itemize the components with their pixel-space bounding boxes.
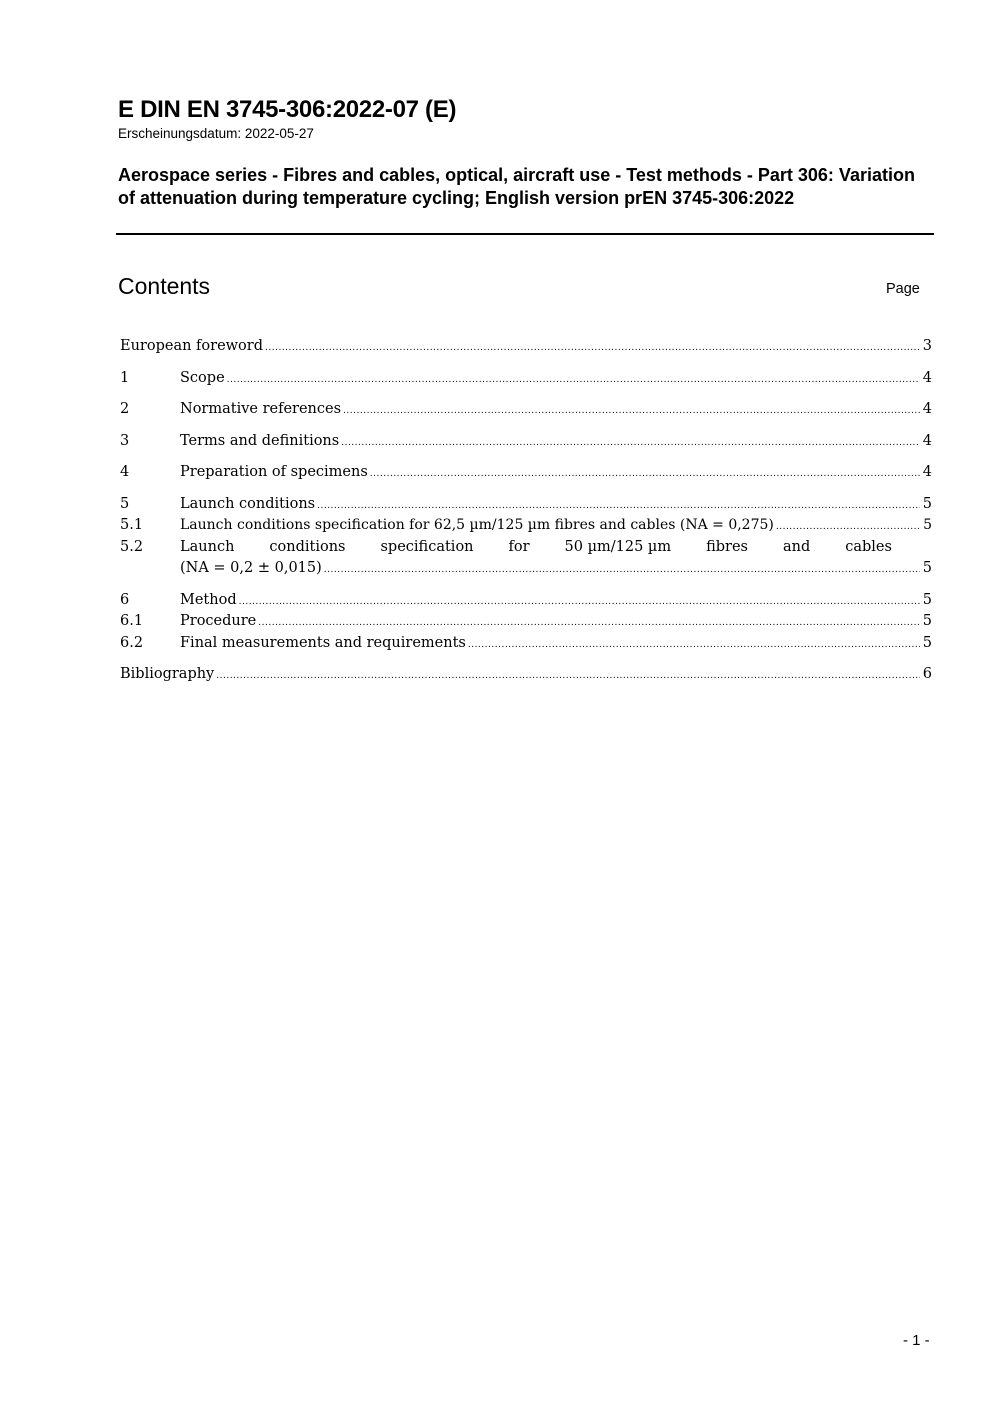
toc-entry-title: European foreword: [120, 338, 264, 354]
toc-entry-2[interactable]: [120, 399, 932, 421]
toc-entry-page: 5: [923, 517, 932, 533]
toc-entry-page: 5: [922, 495, 932, 512]
toc-entry-number: 5.1: [120, 517, 144, 533]
toc-entry-page: 4: [922, 401, 932, 417]
toc-leader-dots: [258, 613, 920, 635]
toc-entry-1[interactable]: [120, 368, 932, 390]
toc-entry-page: 5: [922, 560, 932, 576]
toc-entry-page: 5: [922, 613, 932, 629]
toc-entry-number: 2: [120, 401, 130, 417]
toc-entry-title: [180, 537, 892, 559]
toc-leader-dots: [216, 666, 920, 688]
toc-entry-page: 5: [922, 591, 932, 608]
toc-entry-page: 5: [922, 634, 932, 651]
toc-entry-title: Procedure: [180, 613, 257, 629]
toc-entry-page: 4: [922, 464, 932, 480]
toc-word: 50 µm/125 µm: [564, 538, 672, 555]
page-number: - 1 -: [903, 1332, 930, 1349]
title-divider: [116, 233, 934, 235]
contents-heading: Contents: [118, 273, 211, 299]
toc-entry-title: Scope: [180, 369, 225, 386]
toc-leader-dots: [341, 433, 920, 455]
toc-word: Launch: [180, 538, 235, 555]
toc-word: for: [508, 538, 530, 555]
toc-word: fibres: [706, 538, 749, 555]
toc-entry-number: 5.2: [120, 538, 144, 555]
toc-leader-dots: [776, 517, 920, 539]
toc-entry-6[interactable]: [120, 590, 932, 612]
toc-entry-title: Final measurements and requirements: [180, 634, 466, 651]
toc-entry-number: 4: [120, 464, 130, 480]
toc-leader-dots: [265, 338, 920, 360]
toc-entry-title: Normative references: [180, 401, 342, 417]
toc-entry-number: 5: [120, 495, 130, 512]
toc-word: conditions: [269, 538, 346, 555]
table-of-contents: [120, 336, 932, 686]
toc-entry-title: Bibliography: [120, 666, 215, 682]
toc-word: and: [783, 538, 811, 555]
toc-leader-dots: [317, 496, 920, 518]
publication-date: Erscheinungsdatum: 2022-05-27: [118, 126, 314, 141]
toc-entry-3[interactable]: [120, 431, 932, 453]
toc-entry-page: 4: [922, 432, 932, 449]
toc-entry-number: 6: [120, 591, 130, 608]
toc-entry-6-2[interactable]: [120, 633, 932, 655]
toc-entry-6-1[interactable]: [120, 611, 932, 633]
toc-entry-5[interactable]: [120, 494, 932, 516]
toc-entry-title-continued: (NA = 0,2 ± 0,015): [180, 560, 322, 576]
toc-leader-dots: [239, 592, 920, 614]
toc-entry-page: 3: [922, 338, 932, 354]
toc-entry-number: 6.2: [120, 634, 144, 651]
toc-entry-number: 3: [120, 432, 130, 449]
toc-entry-4[interactable]: [120, 462, 932, 484]
toc-entry-bibliography[interactable]: [120, 664, 932, 686]
page-column-label: Page: [886, 281, 920, 297]
toc-leader-dots: [227, 370, 920, 392]
toc-entry-page: 4: [922, 369, 932, 386]
toc-entry-title: Preparation of specimens: [180, 464, 368, 480]
toc-entry-5-2-continued[interactable]: [120, 558, 932, 580]
toc-entry-foreword[interactable]: [120, 336, 932, 358]
toc-leader-dots: [370, 464, 920, 486]
toc-entry-page: 6: [922, 666, 932, 682]
toc-entry-title: Launch conditions specification for 62,5 µm/125 µm fibres and cables (NA = 0,275): [180, 517, 774, 533]
toc-leader-dots: [343, 401, 920, 423]
toc-word: specification: [380, 538, 474, 555]
toc-leader-dots: [468, 635, 920, 657]
toc-word: cables: [845, 538, 892, 555]
toc-entry-number: 6.1: [120, 613, 144, 629]
toc-entry-title: Method: [180, 591, 237, 608]
document-id: E DIN EN 3745-306:2022-07 (E): [118, 96, 457, 123]
toc-leader-dots: [324, 560, 920, 582]
toc-entry-5-1[interactable]: [120, 515, 932, 537]
toc-entry-title: Launch conditions: [180, 495, 316, 512]
toc-entry-title: Terms and definitions: [180, 432, 340, 449]
toc-entry-number: 1: [120, 369, 130, 386]
toc-entry-5-2[interactable]: [120, 537, 932, 559]
document-title: Aerospace series - Fibres and cables, optical, aircraft use - Test methods - Part 306: Variation of attenuation during temperature cycling; English version prEN 3745-306:2022: [118, 165, 915, 208]
